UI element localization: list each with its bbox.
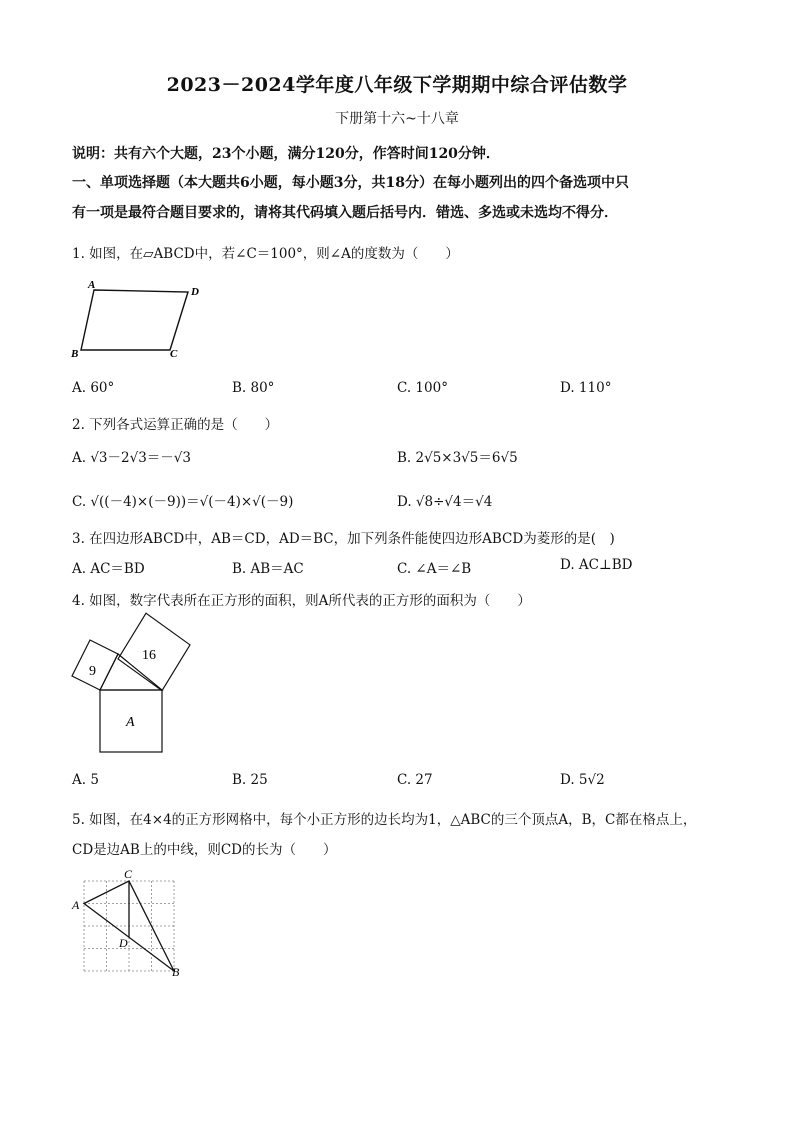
q3-stem: 3. 在四边形ABCD中，AB＝CD，AD＝BC，加下列条件能使四边形ABCD为菱形的是( ) — [72, 531, 615, 547]
q1-parallelogram-figure — [68, 278, 218, 363]
q2-option-a: A. √3－2√3＝－√3 — [72, 450, 191, 466]
label-c: C — [170, 348, 178, 360]
q2-option-c: C. √((－4)×(－9))＝√(－4)×√(－9) — [72, 494, 294, 510]
q2-option-b: B. 2√5×3√5＝6√5 — [397, 450, 518, 466]
section1-line2: 有一项是最符合题目要求的，请将其代码填入题后括号内．错选、多选或未选均不得分． — [72, 205, 618, 221]
label-16: 16 — [142, 648, 156, 663]
q4-option-b: B. 25 — [232, 772, 268, 788]
q1-option-d: D. 110° — [560, 380, 612, 396]
q3-option-a: A. AC＝BD — [72, 561, 145, 577]
page-title: 2023－2024学年度八年级下学期期中综合评估数学 — [166, 74, 628, 96]
q1-option-c: C. 100° — [397, 380, 448, 396]
parallelogram-shape — [81, 290, 188, 350]
label-c: C — [124, 867, 133, 881]
section1-line1: 一、单项选择题（本大题共6小题，每小题3分，共18分）在每小题列出的四个备选项中只 — [72, 175, 629, 191]
q1-option-a: A. 60° — [72, 380, 115, 396]
q3-option-d: D. AC⊥BD — [560, 557, 633, 573]
label-a: A — [88, 279, 96, 291]
label-a: A — [126, 715, 135, 730]
instructions: 说明：共有六个大题，23个小题，满分120分，作答时间120分钟． — [72, 146, 500, 162]
q2-stem: 2. 下列各式运算正确的是（ ） — [72, 417, 279, 433]
label-d: D — [119, 936, 128, 950]
q1-option-b: B. 80° — [232, 380, 275, 396]
page-subtitle: 下册第十六~十八章 — [335, 111, 459, 127]
q4-option-a: A. 5 — [72, 772, 99, 788]
q3-option-c: C. ∠A＝∠B — [397, 561, 472, 577]
q4-option-c: C. 27 — [397, 772, 433, 788]
q4-squares-figure — [68, 612, 198, 757]
label-b: B — [172, 965, 180, 979]
q4-option-d: D. 5√2 — [560, 772, 605, 788]
label-b: B — [71, 348, 79, 360]
q5-stem-line1: 5. 如图，在4×4的正方形网格中，每个小正方形的边长均为1，△ABC的三个顶点A，B，C都在格点上， — [72, 812, 697, 828]
q2-option-d: D. √8÷√4＝√4 — [397, 494, 493, 510]
label-a: A — [72, 898, 80, 912]
label-9: 9 — [89, 664, 96, 679]
q5-grid-figure — [68, 865, 188, 980]
label-d: D — [191, 286, 199, 298]
q5-stem-line2: CD是边AB上的中线，则CD的长为（ ） — [72, 842, 337, 858]
q4-stem: 4. 如图，数字代表所在正方形的面积，则A所代表的正方形的面积为（ ） — [72, 593, 531, 609]
q3-option-b: B. AB＝AC — [232, 561, 304, 577]
q1-stem: 1. 如图，在▱ABCD中，若∠C＝100°，则∠A的度数为（ ） — [72, 246, 459, 262]
